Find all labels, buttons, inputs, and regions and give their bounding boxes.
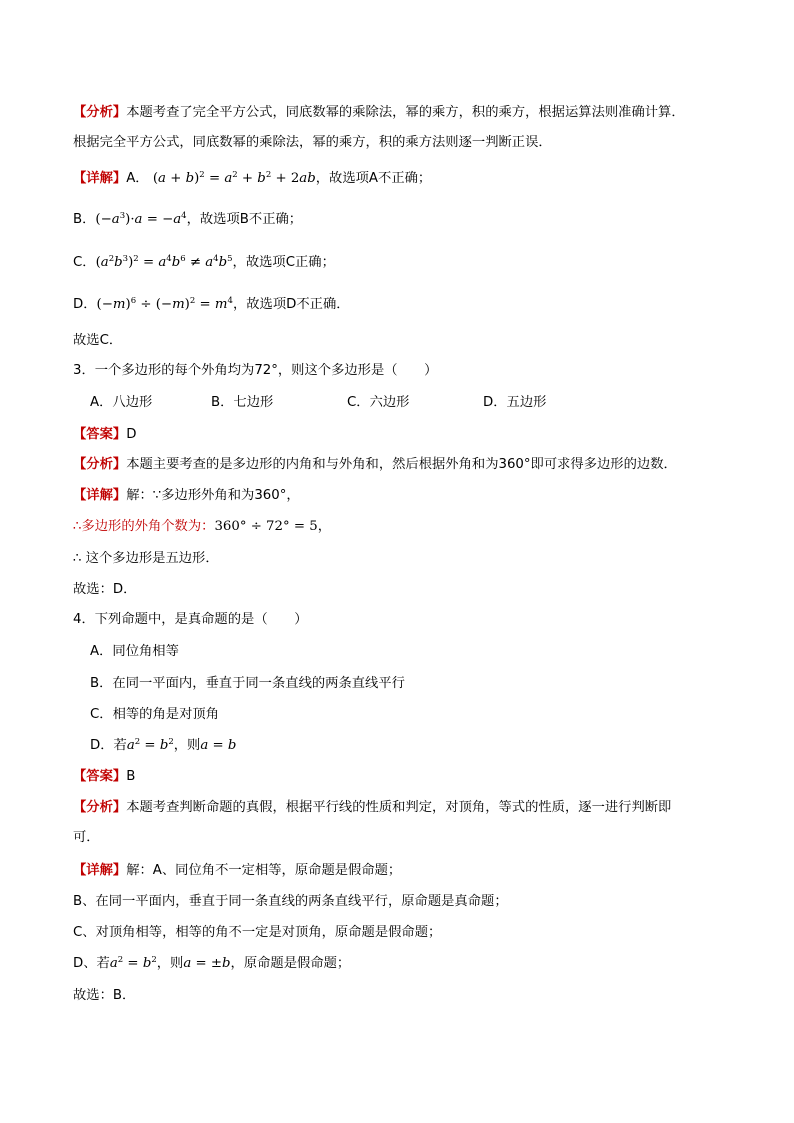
q3-option-b: B．七边形 <box>211 395 274 410</box>
q3-option-d: D．五边形 <box>483 395 547 410</box>
detail-tag: 【详解】 <box>73 488 127 503</box>
q4-option-d-formula-2: a = b <box>200 738 237 753</box>
q2-detail-c <box>73 254 335 272</box>
analysis-tag: 【分析】 <box>73 800 127 815</box>
q4-option-d <box>90 737 236 755</box>
q4-detail-3: C、对顶角相等，相等的角不一定是对顶角，原命题是假命题； <box>73 925 442 940</box>
analysis-tag: 【分析】 <box>73 457 127 472</box>
q2-a-formula: $(a + b)^2 = a^2 + b^2 + 2ab$ <box>152 170 316 186</box>
q3-answer <box>73 426 136 444</box>
q4-answer <box>73 768 135 786</box>
q2-analysis-text-1: 本题考查了完全平方公式，同底数幂的乘除法，幂的乘方，积的乘方，根据运算法则准确计算． <box>126 105 685 120</box>
q2-c-prefix: C． <box>73 255 96 270</box>
q3-conclusion: 故选：D． <box>73 582 137 597</box>
q4-option-b: B．在同一平面内，垂直于同一条直线的两条直线平行 <box>90 676 405 691</box>
q4-option-d-formula-1: $a^2 = b^2$ <box>126 737 174 753</box>
q4-detail-4-prefix: D、若 <box>73 956 110 971</box>
q4-detail-2: B、在同一平面内，垂直于同一条直线的两条直线平行，原命题是真命题； <box>73 894 508 909</box>
q4-detail-1 <box>73 862 401 880</box>
q3-answer-value: D <box>126 427 137 442</box>
q4-option-d-mid: ，则 <box>173 738 201 753</box>
q4-conclusion: 故选：B． <box>73 988 136 1003</box>
detail-tag: 【详解】 <box>73 863 127 878</box>
q3-detail-2-formula: 360° ÷ 72° = 5 <box>214 519 318 534</box>
q4-answer-value: B <box>126 769 136 784</box>
q3-option-c: C．六边形 <box>347 395 410 410</box>
q4-option-d-prefix: D．若 <box>90 738 127 753</box>
q3-detail-3: ∴ 这个多边形是五边形． <box>73 551 219 566</box>
analysis-tag: 【分析】 <box>73 105 127 120</box>
q4-stem: 4．下列命题中，是真命题的是（ ） <box>73 612 308 627</box>
q3-detail-text-1: 解：∵多边形外角和为360°， <box>126 488 300 503</box>
q2-detail-b <box>73 211 302 229</box>
q2-c-formula: $(a^2b^3)^2 = a^4b^6 \ne a^4b^5$ <box>95 254 233 270</box>
q3-options <box>90 394 546 412</box>
q3-detail-1 <box>73 487 300 505</box>
q3-detail-2-suffix: ， <box>317 519 331 534</box>
q3-stem: 3．一个多边形的每个外角均为72°，则这个多边形是（ ） <box>73 363 438 378</box>
q2-analysis-line-2: 根据完全平方公式，同底数幂的乘除法，幂的乘方，积的乘方法则逐一判断正误． <box>73 135 552 150</box>
q2-b-prefix: B． <box>73 212 96 227</box>
q4-option-c: C．相等的角是对顶角 <box>90 707 219 722</box>
answer-tag: 【答案】 <box>73 427 127 442</box>
q2-b-suffix: ，故选项B不正确； <box>186 212 303 227</box>
detail-tag: 【详解】 <box>73 171 127 186</box>
q3-detail-2 <box>73 518 331 536</box>
q4-detail-4-mid: ，则 <box>156 956 184 971</box>
q3-analysis <box>73 456 677 474</box>
q2-d-prefix: D． <box>73 297 97 312</box>
q3-analysis-text: 本题主要考查的是多边形的内角和与外角和，然后根据外角和为360°即可求得多边形的边数． <box>126 457 677 472</box>
q2-conclusion: 故选C． <box>73 333 123 348</box>
q4-analysis-line-2: 可． <box>73 830 100 845</box>
q2-d-formula: $(-m)^6 \div (-m)^2 = m^4$ <box>96 296 233 312</box>
answer-tag: 【答案】 <box>73 769 127 784</box>
q2-analysis-line-1 <box>73 104 685 122</box>
q4-detail-4-formula-2: a = ±b <box>183 956 231 971</box>
q3-detail-2-prefix: ∴多边形的外角个数为： <box>73 519 215 534</box>
q2-a-suffix: ，故选项A不正确； <box>315 171 432 186</box>
q2-detail-a <box>73 170 431 188</box>
q4-analysis-line-1 <box>73 799 671 817</box>
q2-c-suffix: ，故选项C正确； <box>232 255 335 270</box>
q2-b-formula: $(-a^3)\cdot a = -a^4$ <box>95 211 187 227</box>
q2-d-suffix: ，故选项D不正确． <box>232 297 350 312</box>
q4-detail-4-suffix: ，原命题是假命题； <box>230 956 351 971</box>
q4-detail-4-formula-1: $a^2 = b^2$ <box>109 955 157 971</box>
q4-detail-text-1: 解：A、同位角不一定相等，原命题是假命题； <box>126 863 402 878</box>
q3-option-a: A．八边形 <box>90 395 153 410</box>
q4-detail-4 <box>73 955 350 973</box>
q4-option-a: A．同位角相等 <box>90 644 179 659</box>
q2-detail-d <box>73 296 350 314</box>
q2-a-prefix: A． <box>126 171 149 186</box>
q4-analysis-text-1: 本题考查判断命题的真假，根据平行线的性质和判定，对顶角，等式的性质，逐一进行判断即 <box>126 800 672 815</box>
